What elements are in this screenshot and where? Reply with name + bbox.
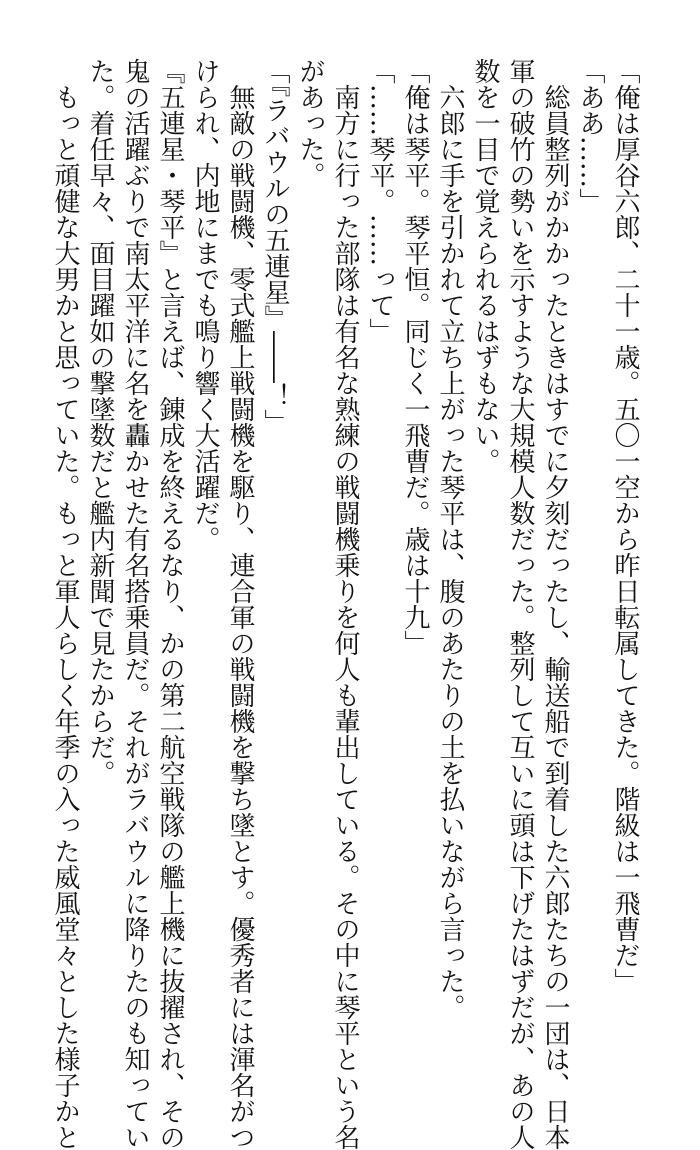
text-line: 数を一目で覚えられるはずもない。 [470,58,500,474]
text-line: 南方に行った部隊は有名な熟練の戦闘機乗りを何人も輩出している。その中に琴平という名 [330,58,360,1150]
text-line: 「ああ……」 [575,58,605,214]
text-line: た。着任早々、面目躍如の撃墜数だと艦内新聞で見たからだ。 [85,58,115,786]
text-line: 『五連星・琴平』と言えば、錬成を終えるなり、かの第二航空戦隊の艦上機に抜擢され、その [155,58,185,1150]
text-line: があった。 [295,58,325,188]
text-line: 総員整列がかかったときはすでに夕刻だったし、輸送船で到着した六郎たちの一団は、日本 [540,58,570,1150]
text-line: けられ、内地にまでも鳴り響く大活躍だ。 [190,58,220,552]
text-line: 軍の破竹の勢いを示すような大規模人数だった。整列して互いに頭は下げたはずだが、あの人 [505,58,535,1150]
text-line: 鬼の活躍ぶりで南太平洋に名を轟かせた有名搭乗員だ。それがラバウルに降りたのも知ってい [120,58,150,1150]
text-line: 「……琴平。……って」 [365,58,395,344]
text-line: 無敵の戦闘機、零式艦上戦闘機を駆り、連合軍の戦闘機を撃ち墜とす。優秀者には渾名がつ [225,58,255,1150]
text-line: 「俺は厚谷六郎、二十一歳。五〇一空から昨日転属してきた。階級は一飛曹だ」 [610,58,640,994]
novel-page [47,58,642,1150]
text-line: 「『ラバウルの五連星』――！」 [260,58,290,435]
text-line: 六郎に手を引かれて立ち上がった琴平は、腹のあたりの土を払いながら言った。 [435,58,465,1020]
text-line: もっと頑健な大男かと思っていた。もっと軍人らしく年季の入った威風堂々とした様子かと [50,58,80,1150]
text-line: 「俺は琴平。琴平恒。同じく一飛曹だ。歳は十九」 [400,58,430,656]
